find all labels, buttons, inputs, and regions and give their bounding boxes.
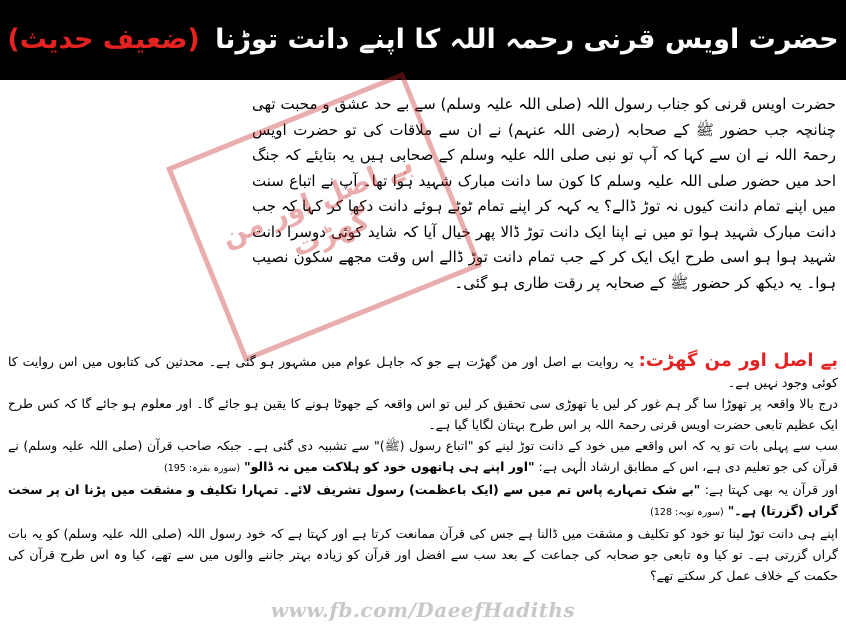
quran-ref-1: (سورہ بقرہ: 195) bbox=[163, 463, 241, 474]
analysis-section bbox=[8, 350, 838, 586]
quran-ref-2: (سورہ توبہ: 128) bbox=[650, 507, 724, 518]
quran-quote-2: "بے شک تمہارے پاس تم میں سے (ایک باعظمت) رسول تشریف لائے۔ تمہارا تکلیف و مشقت میں پڑنا ان پر سخت گراں (گزرتا) ہے۔" bbox=[8, 482, 838, 518]
analysis-line-4: اور قرآن یہ بھی کہتا ہے: bbox=[704, 482, 839, 497]
title-tag-weak-hadith: (ضعیف حدیث) bbox=[7, 24, 200, 56]
analysis-line-5: اپنے ہی دانت توڑ لینا تو خود کو تکلیف و مشقت میں ڈالنا ہے جس کی قرآن ممانعت کرتا ہے اور کہتا ہے کہ خود رسول اللہ (صلی اللہ علیہ وسلم) کو یہ بات گراں گزرتی ہے۔ تو کیا وہ تابعی جو صحابہ کی جماعت کے بعد سب سے افضل اور قرآن کو زیادہ بہتر جاننے والوں میں سے تھے، کیا وہ اس طرح قرآن کی حکمت کے خلاف عمل کر سکتے تھے؟ bbox=[8, 526, 838, 583]
analysis-line-3: سب سے پہلی بات تو یہ کہ اس واقعے میں خود کے دانت توڑ لینے کو "اتباع رسول (ﷺ)" سے تشبیہ دی گئی ہے۔ جبکہ صاحب قرآن (صلی اللہ علیہ وسلم) نے قرآن کی جو تعلیم دی ہے، اس کے مطابق ارشاد الٰہی ہے: bbox=[8, 438, 838, 474]
title-bar bbox=[0, 0, 846, 80]
page-title bbox=[7, 21, 838, 59]
quran-quote-1: "اور اپنے ہی ہاتھوں خود کو ہلاکت میں نہ ڈالو" bbox=[244, 459, 535, 474]
analysis-line-3-wrap bbox=[8, 435, 838, 479]
title-main: حضرت اویس قرنی رحمہ اللہ کا اپنے دانت توڑنا bbox=[215, 24, 839, 56]
fabricated-label: بے اصل اور من گھڑت: bbox=[638, 350, 838, 371]
analysis-intro bbox=[8, 350, 838, 393]
stamp-text: بے اصل اور من گھڑت bbox=[216, 146, 418, 264]
analysis-line-2: درج بالا واقعہ پر تھوڑا سا گر ہم غور کر لیں یا تھوڑی سی تحقیق کر لیں تو اس واقعہ کے جھوٹا ہونے کا یقین ہو جائے گا۔ اور معلوم ہو جائے گا کہ کس طرح ایک عظیم تابعی حضرت اویس قرنی رحمۃ اللہ پر اس طرح بہتان لگایا گیا ہے۔ bbox=[8, 396, 838, 432]
analysis-line-1: یہ روایت بے اصل اور من گھڑت ہے جو کہ جاہل عوام میں مشہور ہو گئی ہے۔ محدثین کی کتابوں میں اس روایت کا کوئی وجود نہیں ہے۔ bbox=[8, 354, 838, 390]
analysis-line-4-wrap bbox=[8, 479, 838, 523]
footer-url-watermark: www.fb.com/DaeefHadiths bbox=[270, 598, 576, 622]
story-paragraph: حضرت اویس قرنی کو جناب رسول اللہ (صلی اللہ علیہ وسلم) سے بے حد عشق و محبت تھی چنانچہ جب حضور ﷺ کے صحابہ (رضی اللہ عنہم) نے ان سے ملاقات کی تو حضرت اویس رحمۃ اللہ نے ان سے کہا کہ آپ تو نبی صلی اللہ علیہ وسلم کے صحابی ہیں یہ بتایئے کہ جنگ احد میں حضور صلی اللہ علیہ وسلم کا کون سا دانت مبارک شہید ہوا تھا۔ آپ نے اتباع سنت میں اپنے تمام دانت کیوں نہ توڑ ڈالے؟ یہ کہہ کر اپنے تمام ٹوٹے ہوئے دانت دکھا کر کہا کہ جب دانت مبارک شہید ہوا تو میں نے اپنا ایک دانت توڑ ڈالا پھر خیال آیا کہ شاید کوئی دوسرا دانت شہید ہوا ہو اسی طرح ایک ایک کر کے جب تمام دانت توڑ ڈالے اس وقت مجھے سکون نصیب ہوا۔ یہ دیکھ کر حضور ﷺ کے صحابہ پر رقت طاری ہو گئی۔ bbox=[252, 95, 836, 292]
